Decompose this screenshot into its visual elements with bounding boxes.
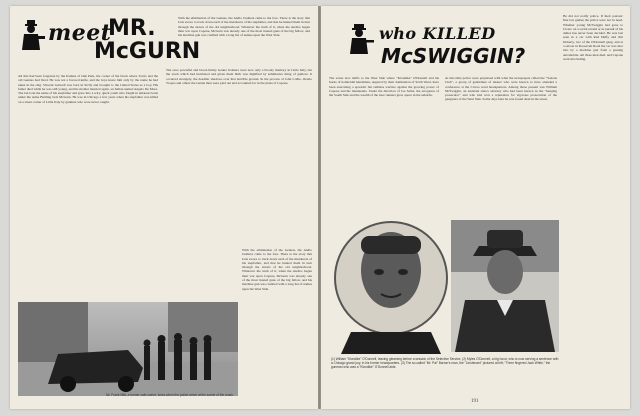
portrait-photo-man-in-hat <box>451 220 559 352</box>
headline-kicker: meet <box>48 20 112 46</box>
gangster-figure-illustration <box>345 20 375 58</box>
gunman-illustration <box>16 14 46 54</box>
street-scene-photo <box>18 302 238 396</box>
body-column-left: All this had been forgotten by the Italians of Oak Park, the corner of the block where Torrio and the old Gennas had lived. He was not a favored knife, and the boys knew him only by the name he had taken in the ring. Vincent Gebardi was born in Sicily and brought to the United States as a boy. His father died while he was still young, and his mother married again, an Italian named Angelo De Mora. The lad took the name of his stepfather and grew into a wiry, quick youth who fought in amateur bouts under the name Battling Jack McGurn. He was in Chicago a few years when his stepfather was killed on a street corner of Little Italy by gunmen who were never caught. <box>18 74 158 104</box>
body-column-bottom-right: With the elimination of the Gennas, the Aiello brothers came to the fore. There is the story that Jack swore to track down each of the murderers of his stepfather, and that he hunted them in turn through the streets of the old neighborhood. Whatever the truth of it, when the Aiellos began their war upon Capone, McGurn was already one of the most trusted guns of the big fellow, and his machine gun was credited with a long list of names upon the West Side. <box>242 248 312 291</box>
headline-mr: MR. <box>108 16 156 41</box>
right-page <box>321 6 630 409</box>
page-number: 191 <box>471 399 479 404</box>
headline-who-killed: who KILLED <box>379 24 496 43</box>
body-column-right: He did not notify police. If their patrons' fine law games the police were not in need. Whether young McSwiggin had gone to Cicero on a social errand or in pursuit of his duties has never been decided. He was last seen in a car with Red Duffy and Jim Doherty, two of the O'Donnell gang, and at a saloon in Roosevelt Road the car was shot into by a machine gun from a passing automobile. All three men died, and Capone went into hiding. <box>563 14 623 61</box>
portrait-photo-odonnell <box>331 214 451 354</box>
intro-paragraph-top: With the elimination of the Gennas, the Aiello brothers came to the fore. There is the story that Jack swore to track down each of the murderers of his stepfather, and that he hunted them in turn through the streets of the old neighborhood. Whatever the truth of it, when the Aiellos began their war upon Capone, McGurn was already one of the most trusted guns of the big fellow, and his machine gun was credited with a long list of names upon the West Side. <box>178 16 310 38</box>
headline-mcgurn: McGURN <box>94 39 201 64</box>
left-page <box>10 6 318 409</box>
body-column-left: The scene now shifts to the West Side where "Klondike" O'Donnell and his horde of homicidal henchmen, angered by their domination of Sixth Ward, have been exercising a sporadic but ruthless warfare against the growing power of Capone and his lieutenants. Under the direction of Joe Saltis, the arrogance of the South Side and the wealth of the beer runners grew apace in the suburbs. <box>329 76 439 98</box>
street-photo-caption: Mr. Frank Nitti, a former cafe-owner, loses when the police arrive at the scene of the crash. <box>106 393 234 397</box>
body-column-middle: At this time police were perplexed with what the newspapers called the "Saxons Club", a group of gentlemen of leisure who were known to have attended a conference at the Cicero ward headquarters. Among those present was William McSwiggin, an assistant state's attorney who had been known as the "hanging prosecutor" and who had won a reputation for vigorous prosecution of the gangsters of the West Side. Some days later he was found dead in the street. <box>445 76 557 102</box>
portrait-photo-caption: (1) William "Klondike" O'Donnell, leaving gleaming before a session of the Selective Service. (2) Myles O'Donnell, a big hood, who is now serving a sentence with a Chicago grand jury, in his former headquarters. (3) The so-called "Mr. Pal" Barron's man, the "Lieutenant" pictured at left; "Three fingered Jack White," the gunman who was a "Klondike" O'Donnell aide. <box>331 357 559 369</box>
body-column-middle: The once powerful and blood-thirsty Genna brothers were now only a bloody memory in Little Italy, but the stock which had incubated and given them birth was dignified by submissive thing of gunlore. It occurred strangely, the deadlier shadows over that horrible ground. In the process of John Collie, Orazio Tropea and others the Genna men were paid out and accounted for in the plans of Capone. <box>166 68 312 85</box>
headline-mcswiggin: McSWIGGIN? <box>381 44 526 68</box>
